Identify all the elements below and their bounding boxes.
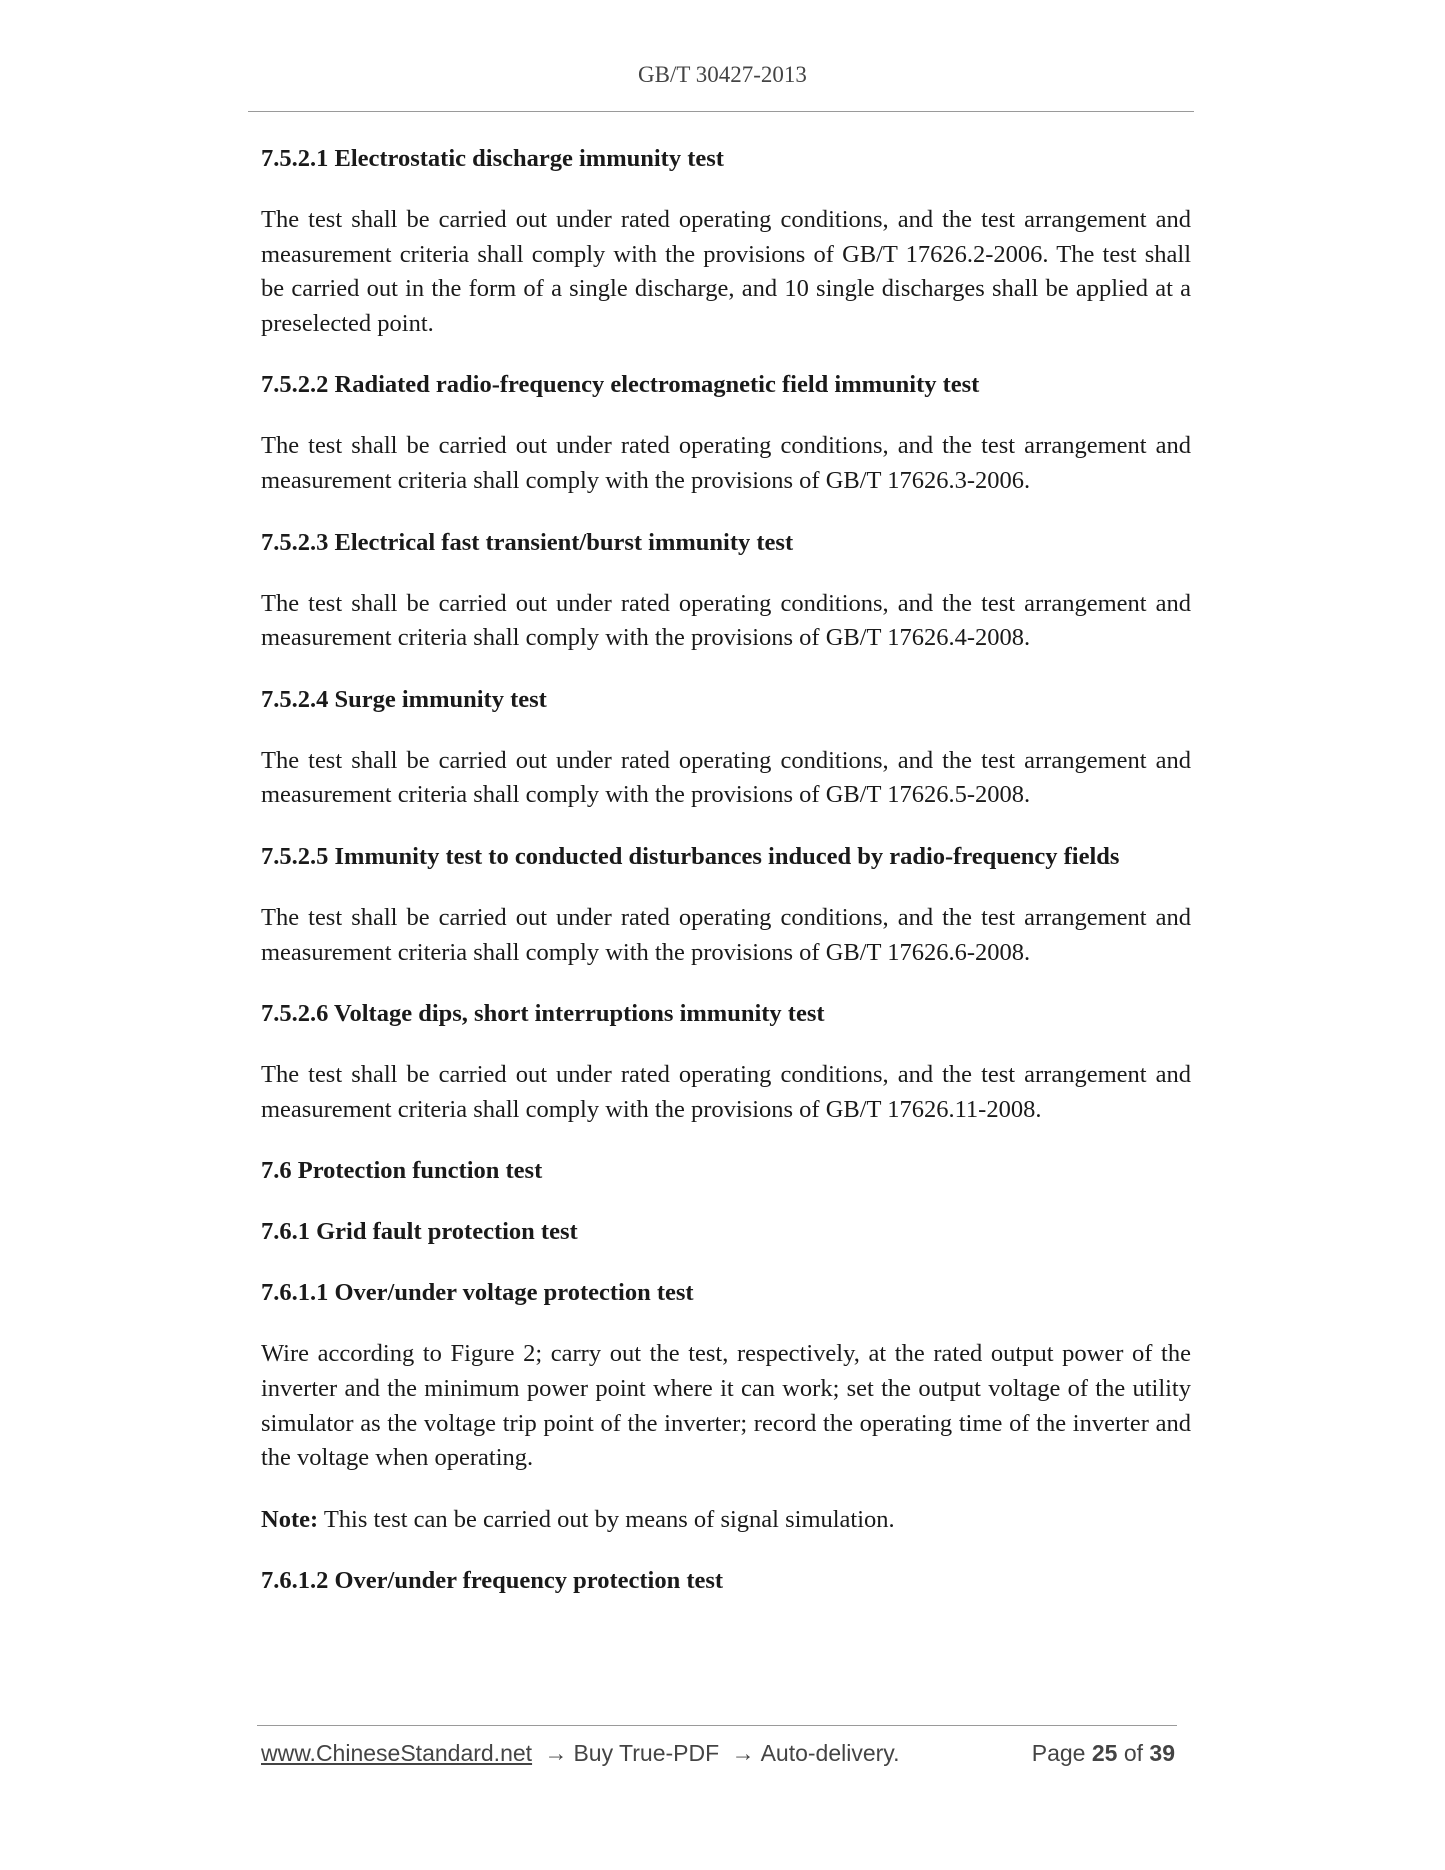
page-label: Page bbox=[1031, 1740, 1086, 1766]
page-total: 39 bbox=[1149, 1740, 1175, 1766]
footer-divider bbox=[257, 1725, 1177, 1726]
note-label: Note: bbox=[261, 1505, 319, 1533]
footer-links bbox=[261, 1740, 899, 1767]
page-header bbox=[0, 62, 1445, 88]
section-heading-7-5-2-2: 7.5.2.2 Radiated radio-frequency electromagnetic field immunity test bbox=[261, 371, 980, 399]
section-body-7-5-2-5: The test shall be carried out under rated operating conditions, and the test arrangement and measurement criteria shall comply with the provisions of GB/T 17626.6-2008. bbox=[261, 903, 1191, 966]
section-heading-7-6-1-1: 7.6.1.1 Over/under voltage protection test bbox=[261, 1279, 694, 1307]
section-body-7-5-2-2: The test shall be carried out under rated operating conditions, and the test arrangement and measurement criteria shall comply with the provisions of GB/T 17626.3-2006. bbox=[261, 432, 1191, 494]
section-heading-7-5-2-3: 7.5.2.3 Electrical fast transient/burst immunity test bbox=[261, 528, 794, 556]
section-heading-7-6-1: 7.6.1 Grid fault protection test bbox=[261, 1218, 578, 1246]
page-footer bbox=[261, 1740, 1181, 1774]
page-body bbox=[261, 142, 1191, 1625]
section-body-7-5-2-4: The test shall be carried out under rated operating conditions, and the test arrangement and measurement criteria shall comply with the provisions of GB/T 17626.5-2008. bbox=[261, 746, 1191, 809]
section-heading-7-5-2-6: 7.5.2.6 Voltage dips, short interruptions immunity test bbox=[261, 1000, 825, 1028]
arrow-right-icon: → bbox=[544, 1740, 568, 1766]
section-heading-7-6: 7.6 Protection function test bbox=[261, 1157, 543, 1185]
section-body-7-5-2-6: The test shall be carried out under rated operating conditions, and the test arrangement and measurement criteria shall comply with the provisions of GB/T 17626.11-2008. bbox=[261, 1061, 1191, 1123]
section-heading-7-5-2-4: 7.5.2.4 Surge immunity test bbox=[261, 685, 547, 713]
note-paragraph bbox=[261, 1503, 1191, 1538]
section-heading-7-5-2-5: 7.5.2.5 Immunity test to conducted disturbances induced by radio-frequency fields bbox=[261, 842, 1120, 870]
auto-delivery-text: Auto-delivery. bbox=[760, 1740, 900, 1766]
page-indicator bbox=[1032, 1740, 1175, 1767]
section-heading-7-5-2-1: 7.5.2.1 Electrostatic discharge immunity test bbox=[261, 145, 724, 172]
header-divider bbox=[248, 111, 1194, 112]
note-text: This test can be carried out by means of signal simulation. bbox=[323, 1505, 895, 1533]
section-body-7-5-2-1: The test shall be carried out under rated operating conditions, and the test arrangement and measurement criteria shall comply with the provisions of GB/T 17626.2-2006. The test shall be carried out in the form of a single discharge, and 10 single discharges shall be applied at a preselected point. bbox=[261, 206, 1191, 337]
arrow-right-icon: → bbox=[731, 1740, 755, 1766]
section-heading-7-6-1-2: 7.6.1.2 Over/under frequency protection test bbox=[261, 1567, 724, 1595]
section-body-7-5-2-3: The test shall be carried out under rated operating conditions, and the test arrangement and measurement criteria shall comply with the provisions of GB/T 17626.4-2008. bbox=[261, 589, 1191, 652]
website-link[interactable]: www.ChineseStandard.net bbox=[261, 1740, 533, 1766]
document-id: GB/T 30427-2013 bbox=[638, 62, 807, 87]
page-current: 25 bbox=[1091, 1740, 1118, 1766]
buy-true-pdf-text: Buy True-PDF bbox=[573, 1740, 720, 1766]
page-of-label: of bbox=[1123, 1740, 1144, 1766]
section-body-7-6-1-1: Wire according to Figure 2; carry out the test, respectively, at the rated output power of the inverter and the minimum power point where it can work; set the output voltage of the utility simulator as the voltage trip point of the inverter; record the operating time of the inverter and the voltage when operating. bbox=[261, 1340, 1191, 1472]
